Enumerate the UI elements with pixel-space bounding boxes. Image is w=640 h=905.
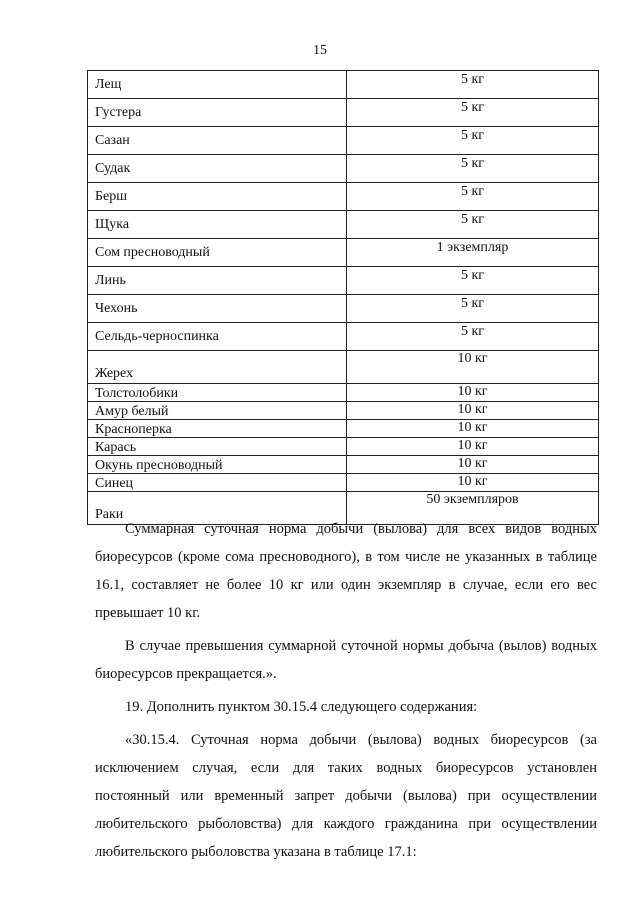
- table-row: [88, 183, 599, 211]
- species-cell: Сазан: [88, 127, 347, 155]
- table-row: [88, 474, 599, 492]
- limit-cell: 10 кг: [347, 384, 599, 402]
- table-row: [88, 323, 599, 351]
- limit-cell: 10 кг: [347, 351, 599, 384]
- limit-cell: 5 кг: [347, 155, 599, 183]
- limit-cell: 10 кг: [347, 420, 599, 438]
- limit-cell: 5 кг: [347, 127, 599, 155]
- table-row: [88, 99, 599, 127]
- species-cell: Толстолобики: [88, 384, 347, 402]
- limit-cell: 1 экземпляр: [347, 239, 599, 267]
- limit-cell: 50 экземпляров: [347, 492, 599, 525]
- table-row: [88, 384, 599, 402]
- table-row: [88, 71, 599, 99]
- paragraph-total-limit: Суммарная суточная норма добычи (вылова) для всех видов водных биоресурсов (кроме сома пресноводного), в том числе не указанных в таблице 16.1, составляет не более 10 кг или один экземпляр в случае, если его вес превышает 10 кг.: [95, 521, 597, 621]
- species-cell: Сельдь-черноспинка: [88, 323, 347, 351]
- species-cell: Амур белый: [88, 402, 347, 420]
- species-cell: Синец: [88, 474, 347, 492]
- limit-cell: 10 кг: [347, 474, 599, 492]
- paragraph-amendment-19: 19. Дополнить пунктом 30.15.4 следующего содержания:: [125, 699, 478, 715]
- limit-cell: 5 кг: [347, 211, 599, 239]
- species-cell: Раки: [88, 492, 347, 525]
- page-number: 15: [313, 43, 327, 58]
- species-cell: Сом пресноводный: [88, 239, 347, 267]
- limit-cell: 10 кг: [347, 402, 599, 420]
- species-cell: Густера: [88, 99, 347, 127]
- table-row: [88, 127, 599, 155]
- paragraph-30-15-4: «30.15.4. Суточная норма добычи (вылова) водных биоресурсов (за исключением случая, если для таких водных биоресурсов установлен постоянный или временный запрет добычи (вылова) при осуществлении любительского рыболовства) для каждого гражданина при осуществлении любительского рыболовства указана в таблице 17.1:: [95, 732, 597, 860]
- species-cell: Красноперка: [88, 420, 347, 438]
- species-cell: Берш: [88, 183, 347, 211]
- table-row: [88, 351, 599, 384]
- species-cell: Щука: [88, 211, 347, 239]
- species-cell: Лещ: [88, 71, 347, 99]
- table-row: [88, 402, 599, 420]
- table-row: [88, 267, 599, 295]
- limit-cell: 5 кг: [347, 183, 599, 211]
- species-cell: Жерех: [88, 351, 347, 384]
- limit-cell: 5 кг: [347, 71, 599, 99]
- catch-limit-table: [87, 70, 599, 525]
- species-cell: Карась: [88, 438, 347, 456]
- species-cell: Чехонь: [88, 295, 347, 323]
- table-row: [88, 295, 599, 323]
- body-text: [95, 515, 597, 871]
- species-cell: Судак: [88, 155, 347, 183]
- table-row: [88, 211, 599, 239]
- table-row: [88, 420, 599, 438]
- limit-cell: 5 кг: [347, 99, 599, 127]
- paragraph-exceed-rule: В случае превышения суммарной суточной нормы добыча (вылов) водных биоресурсов прекращается.».: [95, 638, 597, 682]
- limit-cell: 5 кг: [347, 323, 599, 351]
- species-cell: Окунь пресноводный: [88, 456, 347, 474]
- table-row: [88, 438, 599, 456]
- table-row: [88, 456, 599, 474]
- species-cell: Линь: [88, 267, 347, 295]
- table-row: [88, 155, 599, 183]
- table-row: [88, 239, 599, 267]
- limit-cell: 5 кг: [347, 295, 599, 323]
- limit-cell: 10 кг: [347, 438, 599, 456]
- limit-cell: 5 кг: [347, 267, 599, 295]
- limit-cell: 10 кг: [347, 456, 599, 474]
